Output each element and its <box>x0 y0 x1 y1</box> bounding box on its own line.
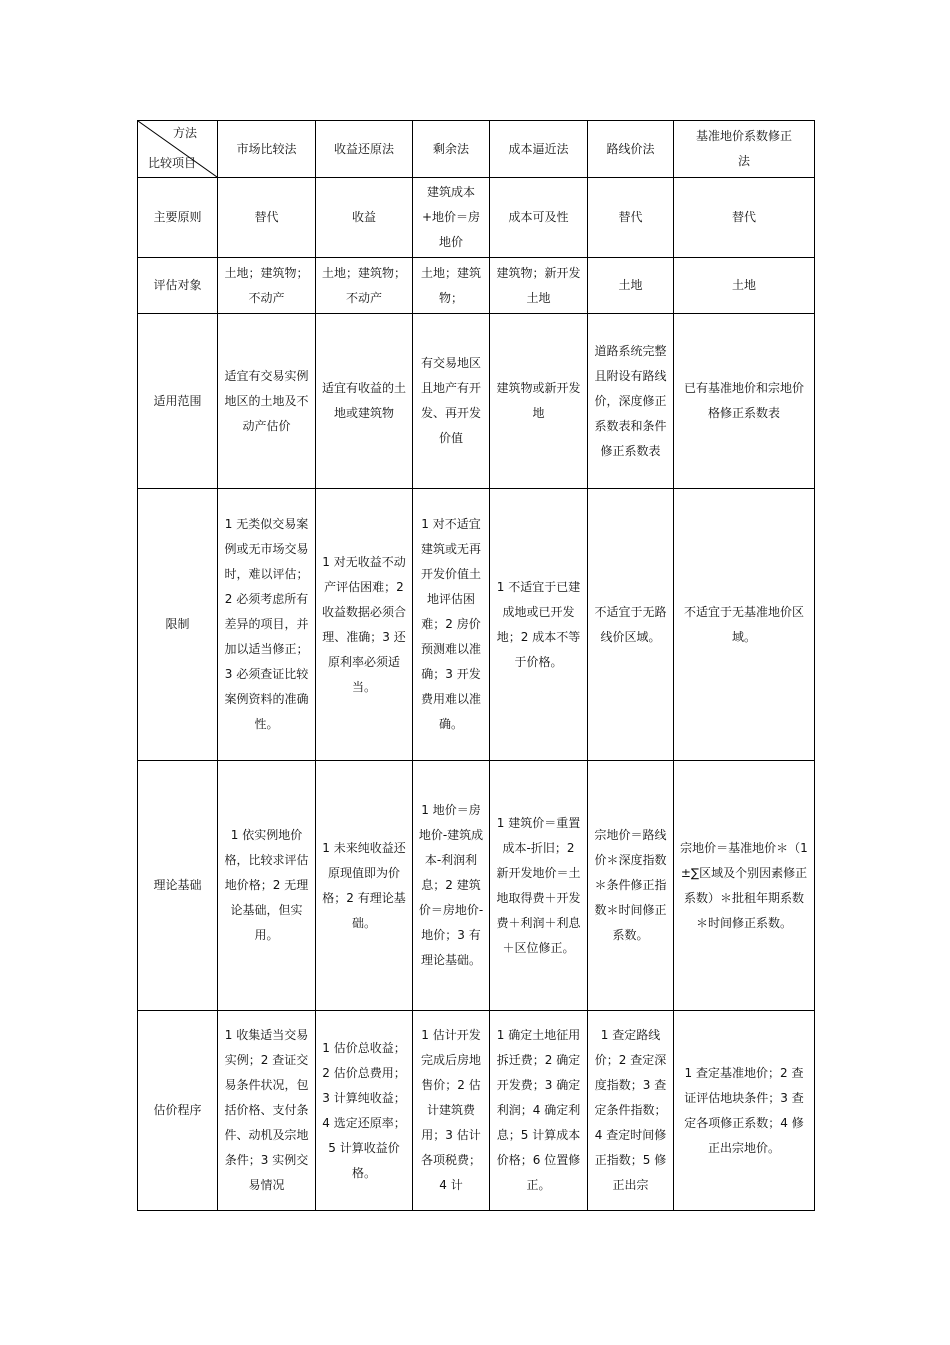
table-cell: 收益 <box>316 178 413 258</box>
method-header: 成本逼近法 <box>490 121 588 178</box>
table-cell: 宗地价＝基准地价＊（1±∑区域及个别因素修正系数）＊批租年期系数＊时间修正系数。 <box>674 761 815 1011</box>
table-cell: 1 对不适宜建筑或无再开发价值土地评估困难；2 房价预测难以准确；3 开发费用难以准确。 <box>413 489 490 761</box>
table-cell: 不适宜于无基准地价区域。 <box>674 489 815 761</box>
method-header: 市场比较法 <box>218 121 316 178</box>
table-cell: 替代 <box>674 178 815 258</box>
table-cell: 1 查定路线价；2 查定深度指数；3 查定条件指数；4 查定时间修正指数；5 修正出宗 <box>588 1011 674 1211</box>
table-cell: 1 建筑价＝重置成本-折旧；2 新开发地价＝土地取得费＋开发费＋利润＋利息＋区位修正。 <box>490 761 588 1011</box>
method-header: 收益还原法 <box>316 121 413 178</box>
method-header: 路线价法 <box>588 121 674 178</box>
table-cell: 土地 <box>674 258 815 314</box>
table-cell: 建筑成本+地价＝房地价 <box>413 178 490 258</box>
corner-method-label: 方法 <box>172 126 197 140</box>
table-row <box>138 314 815 489</box>
table-row <box>138 178 815 258</box>
table-cell: 土地 <box>588 258 674 314</box>
table-cell: 建筑物；新开发土地 <box>490 258 588 314</box>
corner-item-label: 比较项目 <box>148 156 197 170</box>
table-cell: 1 估价总收益；2 估价总费用；3 计算纯收益；4 选定还原率；5 计算收益价格。 <box>316 1011 413 1211</box>
table-cell: 1 对无收益不动产评估困难；2 收益数据必须合理、准确；3 还原利率必须适当。 <box>316 489 413 761</box>
table-cell: 替代 <box>218 178 316 258</box>
header-row <box>138 121 815 178</box>
table-cell: 土地；建筑物； <box>413 258 490 314</box>
method-header: 剩余法 <box>413 121 490 178</box>
table-row <box>138 1011 815 1211</box>
table-cell: 1 依实例地价格，比较求评估地价格；2 无理论基础，但实用。 <box>218 761 316 1011</box>
table-row <box>138 761 815 1011</box>
table-cell: 1 不适宜于已建成地或已开发地；2 成本不等于价格。 <box>490 489 588 761</box>
corner-cell <box>138 121 218 178</box>
table-cell: 土地；建筑物；不动产 <box>218 258 316 314</box>
table-cell: 建筑物或新开发地 <box>490 314 588 489</box>
table-cell: 1 地价＝房地价-建筑成本-利润利息；2 建筑价＝房地价-地价；3 有理论基础。 <box>413 761 490 1011</box>
method-header: 基准地价系数修正法 <box>674 121 815 178</box>
row-label: 主要原则 <box>138 178 218 258</box>
table-cell: 适宜有交易实例地区的土地及不动产估价 <box>218 314 316 489</box>
table-cell: 成本可及性 <box>490 178 588 258</box>
table-cell: 不适宜于无路线价区域。 <box>588 489 674 761</box>
table-cell: 有交易地区且地产有开发、再开发价值 <box>413 314 490 489</box>
table-cell: 1 查定基准地价；2 查证评估地块条件；3 查定各项修正系数；4 修正出宗地价。 <box>674 1011 815 1211</box>
table-cell: 已有基准地价和宗地价格修正系数表 <box>674 314 815 489</box>
comparison-table <box>137 120 815 1211</box>
table-cell: 道路系统完整且附设有路线价，深度修正系数表和条件修正系数表 <box>588 314 674 489</box>
row-label: 理论基础 <box>138 761 218 1011</box>
row-label: 适用范围 <box>138 314 218 489</box>
table-cell: 土地；建筑物；不动产 <box>316 258 413 314</box>
table-cell: 替代 <box>588 178 674 258</box>
table-row <box>138 489 815 761</box>
table-cell: 1 估计开发完成后房地售价；2 估计建筑费用；3 估计各项税费；4 计 <box>413 1011 490 1211</box>
table-cell: 宗地价＝路线价＊深度指数＊条件修正指数＊时间修正系数。 <box>588 761 674 1011</box>
table-cell: 1 确定土地征用拆迁费；2 确定开发费；3 确定利润；4 确定利息；5 计算成本价格；6 位置修正。 <box>490 1011 588 1211</box>
table-cell: 适宜有收益的土地或建筑物 <box>316 314 413 489</box>
row-label: 限制 <box>138 489 218 761</box>
table-cell: 1 未来纯收益还原现值即为价格；2 有理论基础。 <box>316 761 413 1011</box>
table-row <box>138 258 815 314</box>
table-cell: 1 无类似交易案例或无市场交易时，难以评估；2 必须考虑所有差异的项目，并加以适当修正；3 必须查证比较案例资料的准确性。 <box>218 489 316 761</box>
row-label: 评估对象 <box>138 258 218 314</box>
row-label: 估价程序 <box>138 1011 218 1211</box>
table-cell: 1 收集适当交易实例；2 查证交易条件状况，包括价格、支付条件、动机及宗地条件；3 实例交易情况 <box>218 1011 316 1211</box>
